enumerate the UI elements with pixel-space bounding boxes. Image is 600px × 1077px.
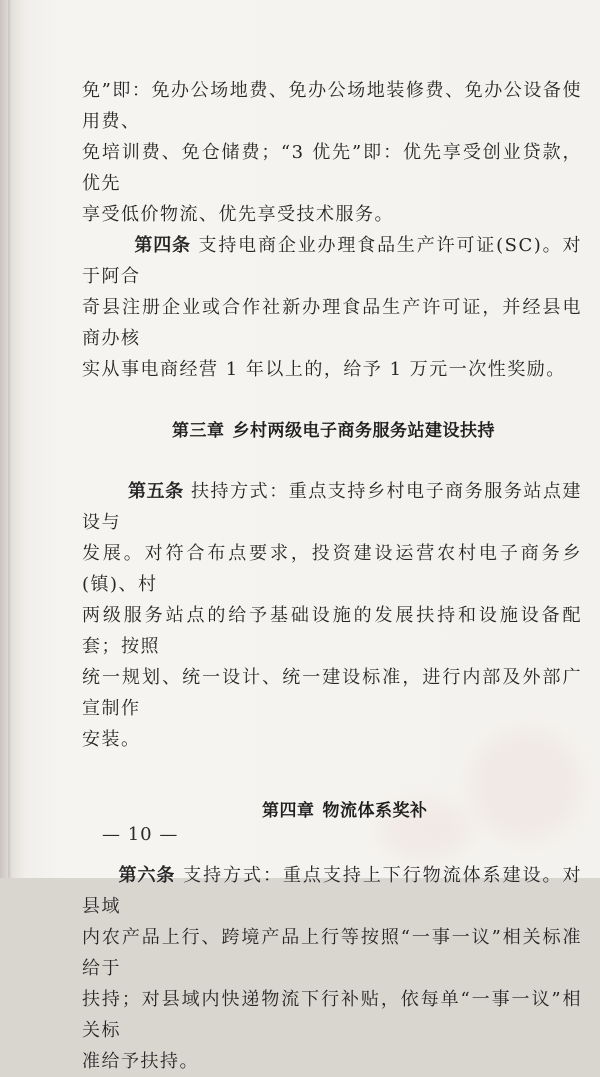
- text-line: 安装。: [82, 729, 141, 750]
- chapter-4-number: 第四章: [262, 801, 315, 821]
- page-fold-shadow: [8, 0, 12, 878]
- article-4: [82, 230, 582, 385]
- chapter-3-title: 乡村两级电子商务服务站建设扶持: [232, 421, 495, 441]
- page-number: — 10 —: [102, 824, 179, 845]
- text-line: 支持电商企业办理食品生产许可证(SC)。对于阿合: [82, 235, 582, 287]
- chapter-4-title: 物流体系奖补: [322, 801, 428, 821]
- text-line: 发展。对符合布点要求，投资建设运营农村电子商务乡(镇)、村: [82, 543, 582, 595]
- text-line: 统一规划、统一设计、统一建设标准，进行内部及外部广宣制作: [82, 667, 582, 719]
- document-body: [82, 75, 582, 1077]
- chapter-3-number: 第三章: [172, 421, 225, 441]
- article-4-label: 第四条: [134, 235, 191, 256]
- chapter-4-heading: [262, 799, 582, 823]
- text-line: 内农产品上行、跨境产品上行等按照“一事一议”相关标准给于: [82, 927, 582, 979]
- text-line: 两级服务站点的给予基础设施的发展扶持和设施设备配套；按照: [82, 605, 582, 657]
- text-line: 免”即：免办公场地费、免办公场地装修费、免办公设备使用费、: [82, 80, 582, 132]
- text-line: 免培训费、免仓储费；“3 优先”即：优先享受创业贷款，优先: [82, 142, 582, 194]
- text-line: 实从事电商经营 1 年以上的，给予 1 万元一次性奖励。: [82, 359, 566, 380]
- text-line: 奇县注册企业或合作社新办理食品生产许可证，并经县电商办核: [82, 297, 582, 349]
- text-line: 享受低价物流、优先享受技术服务。: [82, 204, 394, 225]
- paragraph-1: [82, 75, 582, 230]
- text-line: 支持方式：重点支持上下行物流体系建设。对县域: [82, 865, 583, 917]
- text-line: 扶持；对县域内快递物流下行补贴，依每单“一事一议”相关标: [82, 989, 582, 1041]
- article-6: [82, 860, 582, 1077]
- text-line: 扶持方式：重点支持乡村电子商务服务站点建设与: [82, 481, 582, 533]
- article-5-label: 第五条: [128, 481, 184, 502]
- article-6-label: 第六条: [118, 865, 176, 886]
- article-5: [82, 476, 582, 755]
- chapter-3-heading: [172, 419, 582, 443]
- text-line: 准给予扶持。: [82, 1051, 199, 1072]
